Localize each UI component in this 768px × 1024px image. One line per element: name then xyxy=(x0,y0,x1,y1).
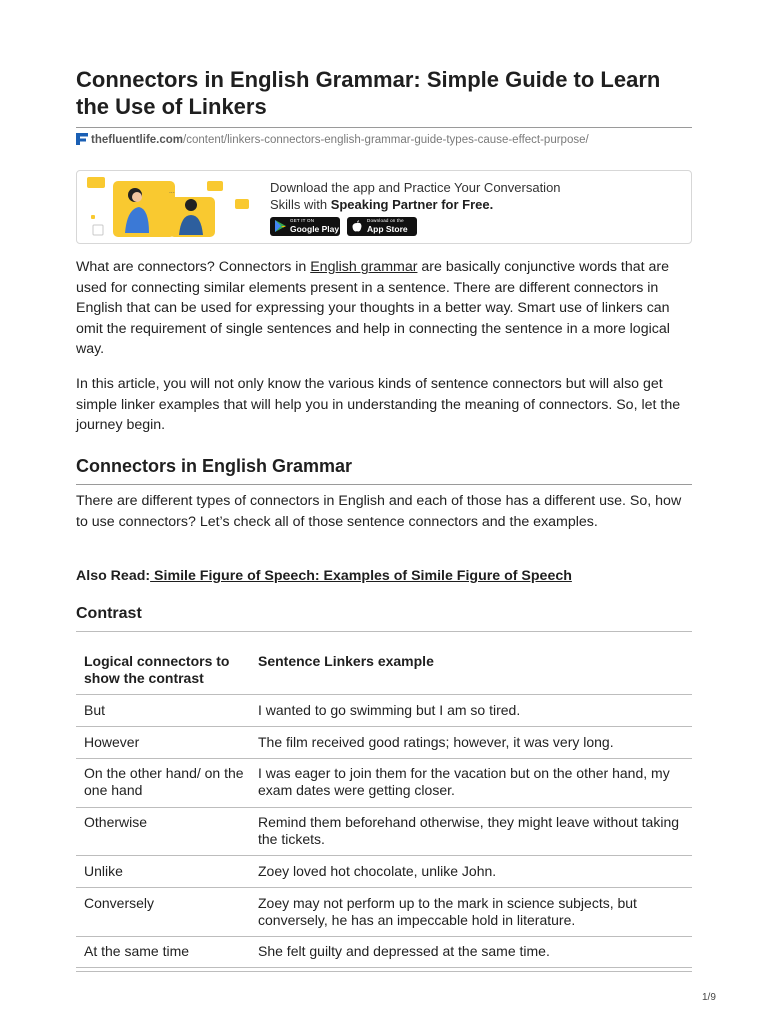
page-number: 1/9 xyxy=(702,992,716,1003)
table-header-cell: Logical connectors to show the contrast xyxy=(84,653,230,686)
table-cell: I was eager to join them for the vacation but on the other hand, my exam dates were getting closer. xyxy=(258,765,670,798)
contrast-subheading: Contrast xyxy=(76,605,142,622)
table-end-rule xyxy=(76,971,692,972)
google-play-icon xyxy=(275,220,286,232)
conversation-illustration-icon xyxy=(85,175,263,239)
banner-emphasis: Speaking Partner for Free. xyxy=(330,197,494,212)
table-cell: However xyxy=(84,734,140,750)
source-url[interactable] xyxy=(76,133,589,146)
table-cell: I wanted to go swimming but I am so tired. xyxy=(258,702,521,718)
table-row xyxy=(76,759,692,808)
svg-text:...: ... xyxy=(169,188,175,195)
intro-paragraph-1: What are connectors? Connectors in English grammar are basically conjunctive words that are used for connecting similar elements present in a sentence. There are different connectors in English that can be used for expressing your thoughts in a better way. Smart use of linkers can omit the requirement of single sentences and help in connecting the sentence in a more logical way. xyxy=(76,259,670,357)
banner-line-1: Download the app and Practice Your Conversation xyxy=(270,180,561,195)
table-header-row xyxy=(76,632,692,695)
table-cell: Zoey loved hot chocolate, unlike John. xyxy=(258,863,497,879)
app-store-button[interactable]: Download on the App Store xyxy=(347,217,417,236)
table-cell: Otherwise xyxy=(84,814,148,830)
table-cell: Zoey may not perform up to the mark in science subjects, but conversely, he has an impeccable hold in literature. xyxy=(258,895,637,928)
table-cell: At the same time xyxy=(84,943,190,959)
section-paragraph: There are different types of connectors in English and each of those has a different use. So, how to use connectors? Let’s check all of those sentence connectors and the examples. xyxy=(76,493,682,530)
table-cell: She felt guilty and depressed at the same time. xyxy=(258,943,550,959)
also-read xyxy=(76,568,572,584)
table-row xyxy=(76,888,692,937)
table-cell: But xyxy=(84,702,106,718)
table-cell: Remind them beforehand otherwise, they might leave without taking the tickets. xyxy=(258,814,680,847)
title-divider xyxy=(76,127,692,128)
english-grammar-link[interactable]: English grammar xyxy=(310,259,418,275)
table-cell: The film received good ratings; however, it was very long. xyxy=(258,734,614,750)
app-download-banner[interactable] xyxy=(76,170,692,244)
table-row xyxy=(76,937,692,968)
banner-line-2: Skills with Speaking Partner for Free. xyxy=(270,197,494,212)
contrast-table xyxy=(76,631,692,968)
table-cell: Unlike xyxy=(84,863,123,879)
section-divider xyxy=(76,484,692,485)
table-cell: Conversely xyxy=(84,895,155,911)
apple-icon xyxy=(352,220,362,232)
intro-paragraph-2: In this article, you will not only know the various kinds of sentence connectors but will also get simple linker examples that will help you in understanding the meaning of connectors. So, let the journey begin. xyxy=(76,376,681,433)
banner-text xyxy=(270,179,561,213)
table-row xyxy=(76,856,692,888)
table-cell: On the other hand/ on the one hand xyxy=(84,765,244,798)
table-row xyxy=(76,808,692,856)
google-play-button[interactable]: GET IT ON Google Play xyxy=(270,217,340,236)
section-heading: Connectors in English Grammar xyxy=(76,456,353,476)
table-row xyxy=(76,695,692,727)
article-title: Connectors in English Grammar: Simple Guide to Learn the Use of Linkers xyxy=(76,67,661,119)
table-header-cell: Sentence Linkers example xyxy=(258,653,434,669)
source-path: /content/linkers-connectors-english-grammar-guide-types-cause-effect-purpose/ xyxy=(183,134,589,146)
also-read-label: Also Read: xyxy=(76,568,151,584)
source-domain: thefluentlife.com xyxy=(91,134,184,146)
table-row xyxy=(76,727,692,759)
also-read-link[interactable]: Simile Figure of Speech: Examples of Simile Figure of Speech xyxy=(150,568,572,584)
site-logo-icon xyxy=(76,133,88,145)
